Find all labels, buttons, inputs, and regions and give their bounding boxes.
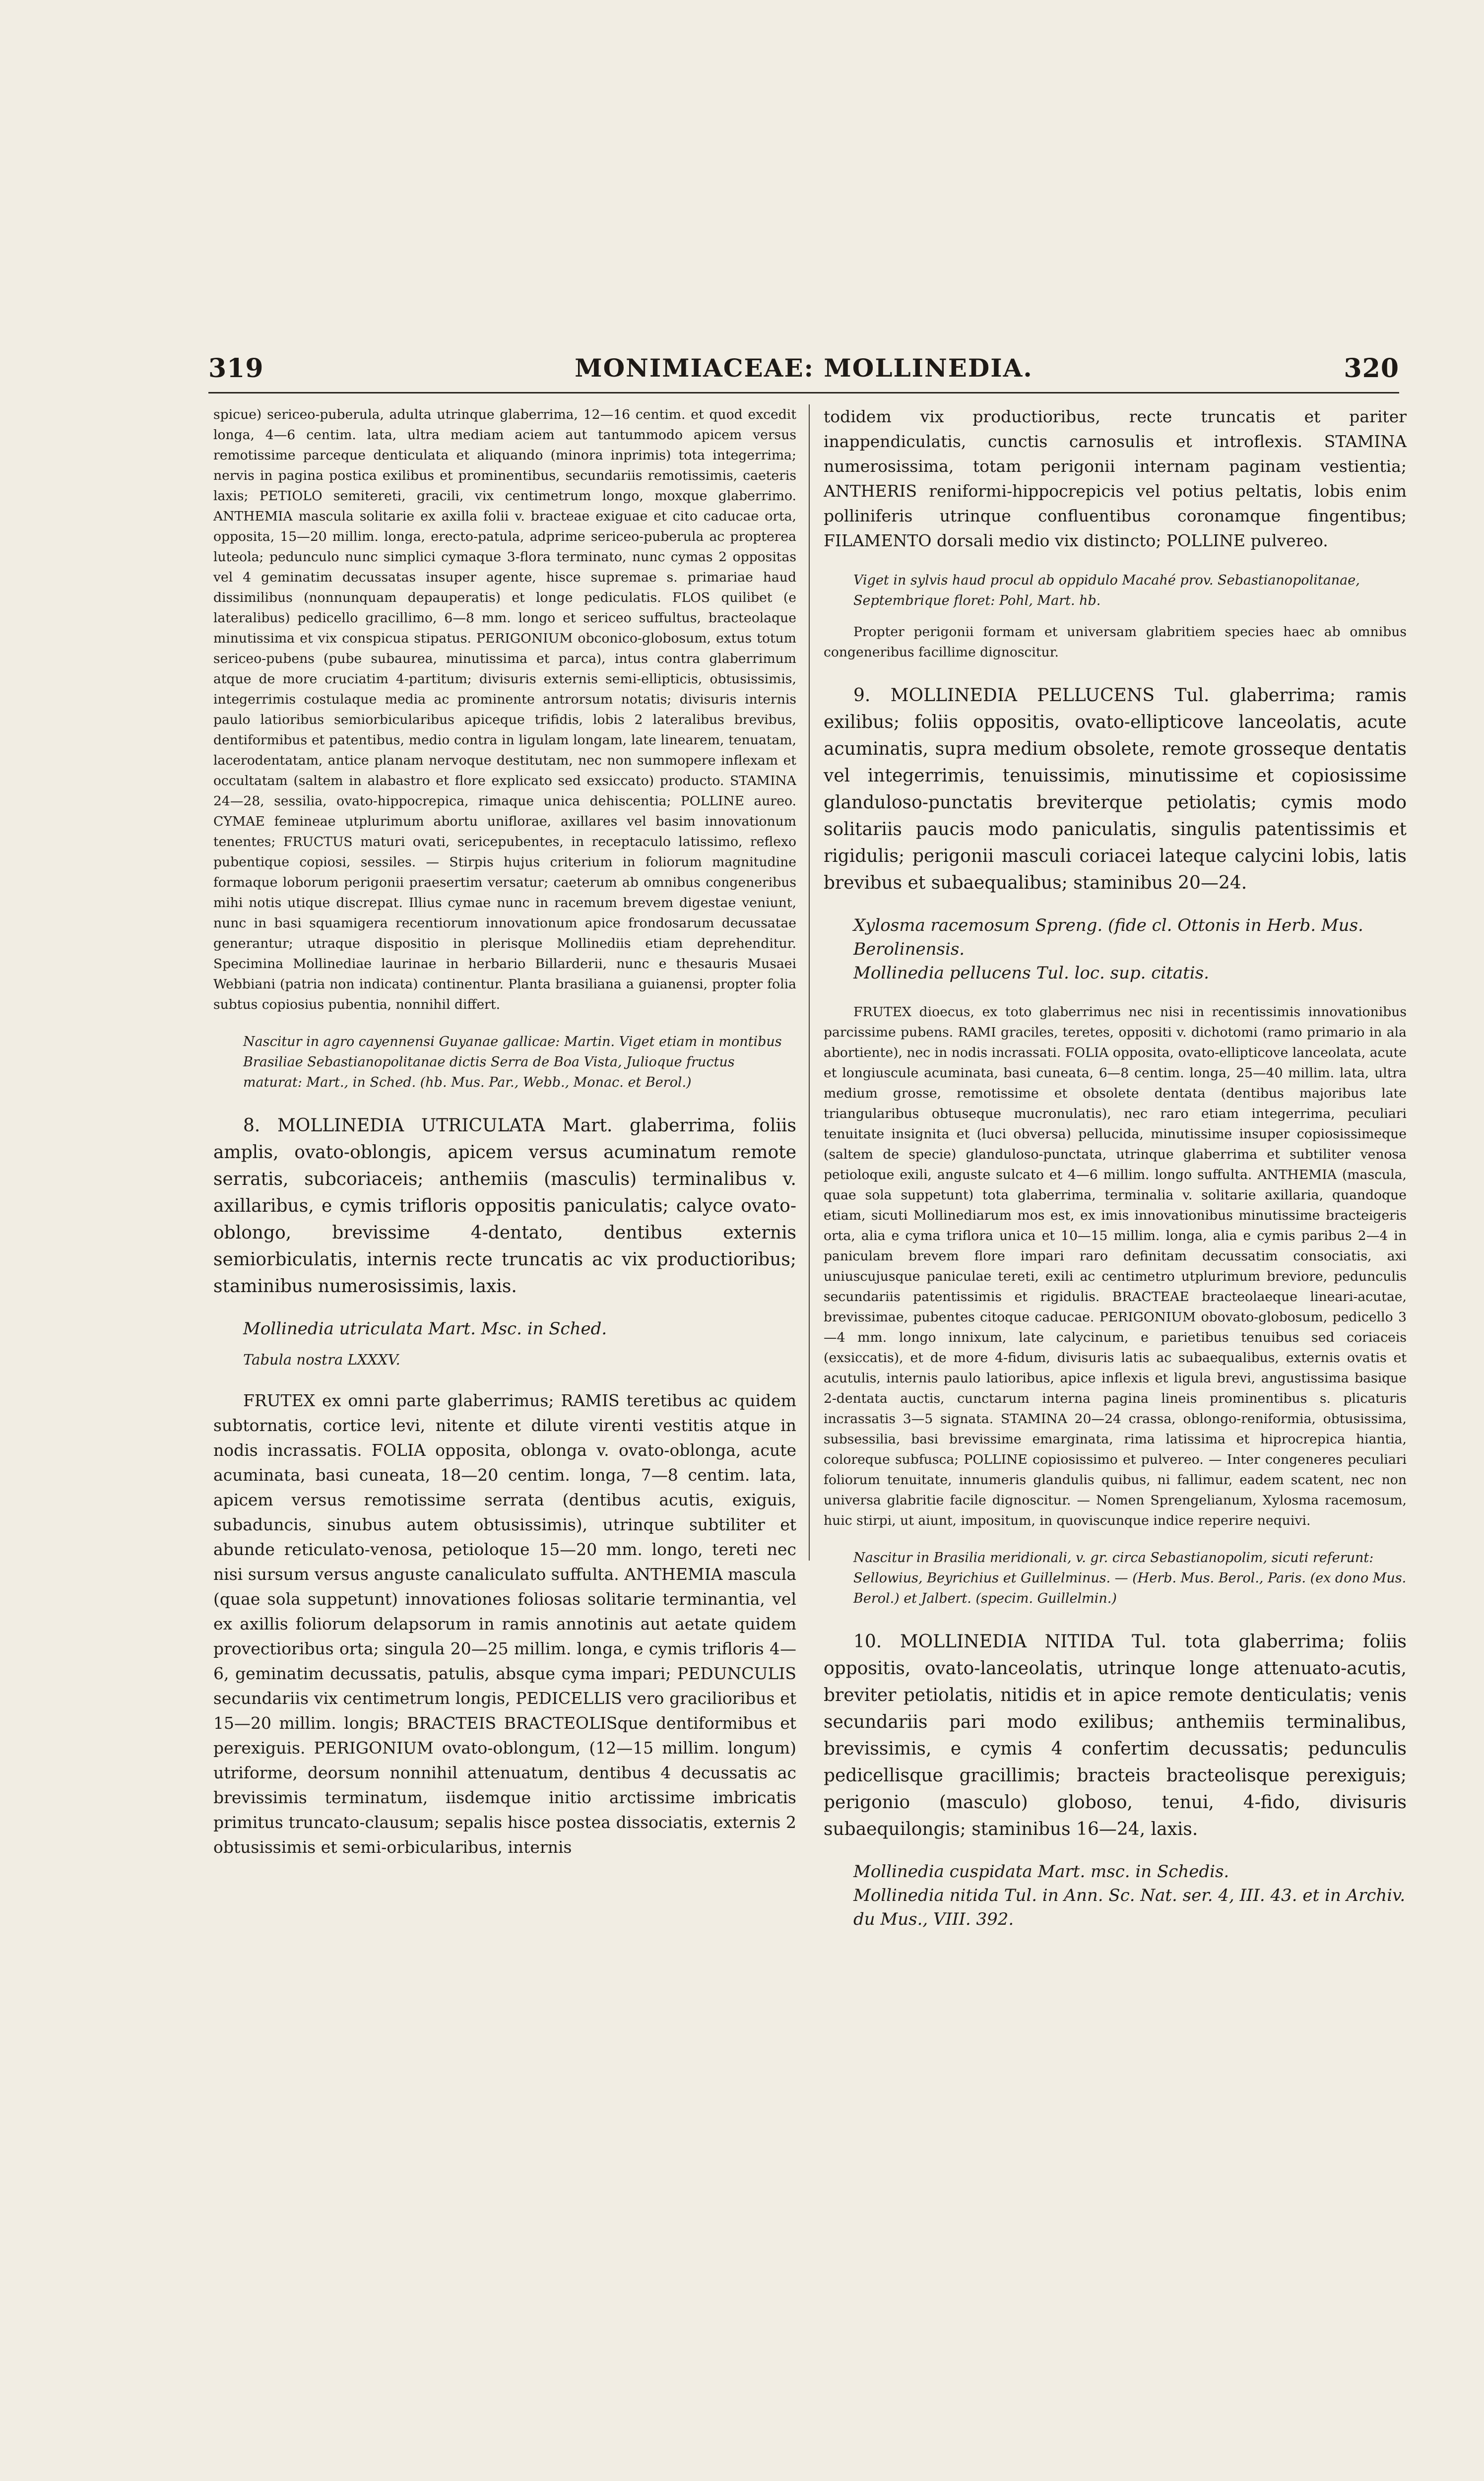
species-8-heading: 8. MOLLINEDIA UTRICULATA Mart. glaberrima, foliis amplis, ovato-oblongis, apicem versus acuminatum remote serratis, subcoriaceis; anthemiis (masculis) terminalibus v. axillaribus, e cymis trifloris oppositis paniculatis; calyce ovato-oblongo, brevissime 4-dentato, dentibus externis semiorbiculatis, internis recte truncatis ac vix productioribus; staminibus numerosissimis, laxis. [213,1115,796,1297]
species-9-synonym-pellucens: Mollinedia pellucens Tul. loc. sup. citatis. [853,963,1209,983]
page-header [208,353,1399,388]
species-8-note: Propter perigonii formam et universam glabritiem species haec ab omnibus congeneribus facillime dignoscitur. [824,624,1407,660]
column-divider [809,404,810,1561]
species-10-synonym-cuspidata: Mollinedia cuspidata Mart. msc. in Schedis. [853,1862,1229,1882]
species-9-synonym-xylosma: Xylosma racemosum Spreng. (fide cl. Ottonis in Herb. Mus. Berolinensis. [853,915,1363,959]
species-8-description: FRUTEX ex omni parte glaberrimus; RAMIS teretibus ac quidem subtornatis, cortice levi, nitente et dilute virenti vestitis atque in nodis incrassatis. FOLIA opposita, oblonga v. ovato-oblonga, acute acuminata, basi cuneata, 18—20 centim. longa, 7—8 centim. lata, apicem versus remotissime serrata (dentibus acutis, exiguis, subaduncis, sinubus autem obtusissimis), utrinque subtiliter et abunde reticulato-venosa, petioloque 15—20 mm. longo, tereti nec nisi sursum versus anguste canaliculato suffulta. ANTHEMIA mascula (quae sola suppetunt) innovationes foliosas solitarie terminantia, vel ex axillis foliorum delapsorum in ramis annotinis aut aetate quidem provectioribus orta; singula 20—25 millim. longa, e cymis trifloris 4—6, geminatim decussatis, patulis, absque cyma impari; PEDUNCULIS secundariis vix centimetrum longis, PEDICELLIS vero gracilioribus et 15—20 millim. longis; BRACTEIS BRACTEOLISque dentiformibus et perexiguis. PERIGONIUM ovato-oblongum, (12—15 millim. longum) utriforme, deorsum nonnihil attenuatum, dentibus 4 decussatis ac brevissimis terminatum, iisdemque initio arctissime imbricatis primitus truncato-clausum; sepalis hisce postea dissociatis, externis 2 obtusissimis et semi-orbicularibus, internis [213,1391,796,1857]
species-10-heading: 10. MOLLINEDIA NITIDA Tul. tota glaberrima; foliis oppositis, ovato-lanceolatis, utrinque longe attenuato-acutis, breviter petiolatis, nitidis et in apice remote denticulatis; venis secundariis pari modo exilibus; anthemiis terminalibus, brevissimis, e cymis 4 confertim decussatis; pedunculis pedicellisque gracillimis; bracteis bracteolisque perexiguis; perigonio (masculo) globoso, tenui, 4-fido, divisuris subaequilongis; staminibus 16—24, laxis. [824,1632,1407,1839]
species-8-synonym: Mollinedia utriculata Mart. Msc. in Sched. [243,1319,607,1339]
species-9-habitat: Nascitur in Brasilia meridionali, v. gr. circa Sebastianopolim, sicuti referunt: Sellowius, Beyrichius et Guillelminus. — (Herb. Mus. Berol., Paris. (ex dono Mus. Berol.) et Jalbert. (specim. Guillelmin.) [853,1550,1407,1606]
running-title: MONIMIACEAE: MOLLINEDIA. [575,353,1033,383]
species-8-tabula: Tabula nostra LXXXV. [243,1351,400,1368]
header-rule [208,392,1399,393]
page-number-right: 320 [1344,353,1399,384]
species-7-habitat: Nascitur in agro cayennensi Guyanae gallicae: Martin. Viget etiam in montibus Brasiliae Sebastianopolitanae dictis Serra de Boa Vista, Julioque fructus maturat: Mart., in Sched. (hb. Mus. Par., Webb., Monac. et Berol.) [243,1034,782,1090]
left-column [213,404,796,1860]
right-column [824,404,1407,1931]
species-10-synonym-nitida: Mollinedia nitida Tul. in Ann. Sc. Nat. ser. 4, III. 43. et in Archiv. du Mus., VIII. 392. [853,1886,1406,1929]
species-8-habitat: Viget in sylvis haud procul ab oppidulo Macahé prov. Sebastianopolitanae, Septembrique floret: Pohl, Mart. hb. [853,573,1360,608]
species-9-description: FRUTEX dioecus, ex toto glaberrimus nec nisi in recentissimis innovationibus parcissime pubens. RAMI graciles, teretes, oppositi v. dichotomi (ramo primario in ala abortiente), nec in nodis incrassati. FOLIA opposita, ovato-ellipticove lanceolata, acute et longiuscule acuminata, basi cuneata, 6—8 centim. longa, 25—40 millim. lata, ultra medium grosse, remotissime et obsolete dentata (dentibus majoribus late triangularibus obtuseque mucronulatis), nec raro etiam integerrima, peculiari tenuitate insignita et (luci obversa) pellucida, minutissime insuper copiosissimeque (saltem de specie) glanduloso-punctata, utrinque glaberrima et subtiliter venosa petioloque exili, anguste sulcato et 4—6 millim. longo suffulta. ANTHEMIA (mascula, quae sola suppetunt) tota glaberrima, terminalia v. solitarie axillaria, quandoque etiam, sicuti Mollinediarum mos est, ex imis innovationibus minutissime bracteigeris orta, alia e cyma triflora unica et 10—15 millim. longa, alia e cymis paribus 2—4 in paniculam brevem flore impari raro definitam decussatim consociatis, axi uniuscujusque paniculae tereti, exili ac centimetro utplurimum breviore, pedunculis secundariis patentissimis et rigidulis. BRACTEAE bracteolaeque lineari-acutae, brevissimae, pubentes citoque caducae. PERIGONIUM obovato-globosum, pedicello 3—4 mm. longo innixum, late calycinum, e parietibus tenuibus sed coriaceis (exsiccatis), et de more 4-fidum, divisuris latis ac subaequalibus, externis ovatis et acutulis, internis paulo latioribus, apice inflexis et ligula brevi, angustissima basique 2-dentata auctis, cunctarum interna pagina lineis prominentibus s. plicaturis incrassatis 3—5 signata. STAMINA 20—24 crassa, oblongo-reniformia, obtusissima, subsessilia, basi brevissime emarginata, rima latissima et hiprocrepica hiantia, coloreque subfusca; POLLINE copiosissimo et pulvereo. — Inter congeneres peculiari foliorum tenuitate, innumeris glandulis quibus, ni fallimur, eadem scatent, nec non universa glabritie facile dignoscitur. — Nomen Sprengelianum, Xylosma racemosum, huic stirpi, ut aiunt, impositum, in quoviscunque indice reperire nequivi. [824,1004,1407,1528]
species-8-continuation: todidem vix productioribus, recte truncatis et pariter inappendiculatis, cunctis carnosulis et introflexis. STAMINA numerosissima, totam perigonii internam paginam vestientia; ANTHERIS reniformi-hippocrepicis vel potius peltatis, lobis enim polliniferis utrinque confluentibus coronamque fingentibus; FILAMENTO dorsali medio vix distincto; POLLINE pulvereo. [824,407,1407,550]
page-number-left: 319 [208,353,264,384]
species-7-continuation: spicue) sericeo-puberula, adulta utrinque glaberrima, 12—16 centim. et quod excedit longa, 4—6 centim. lata, ultra mediam aciem aut tantummodo apicem versus remotissime parceque denticulata et aliquando (minora inprimis) tota integerrima; nervis in pagina postica exilibus et prominentibus, secundariis remotissimis, caeteris laxis; PETIOLO semitereti, gracili, vix centimetrum longo, moxque glaberrimo. ANTHEMIA mascula solitarie ex axilla folii v. bracteae exiguae et cito caducae orta, opposita, 15—20 millim. longa, erecto-patula, adprime sericeo-puberula ac propterea luteola; pedunculo nunc simplici cymaque 3-flora terminato, nunc cymas 2 oppositas vel 4 geminatim decussatas insuper agente, hisce supremae s. primariae haud dissimilibus (nonnunquam depauperatis) et longe pediculatis. FLOS quilibet (e lateralibus) pedicello gracillimo, 6—8 mm. longo et sericeo suffultus, bracteolaque minutissima et vix conspicua stipatus. PERIGONIUM obconico-globosum, extus totum sericeo-pubens (pube subaurea, minutissima et parca), intus contra glaberrimum atque de more cruciatim 4-partitum; divisuris externis semi-ellipticis, obtusissimis, integerrimis costulaque media ac prominente antrorsum notatis; divisuris internis paulo latioribus semiorbicularibus apiceque trifidis, lobis 2 lateralibus brevibus, dentiformibus et patentibus, medio contra in ligulam longam, late linearem, tenuatam, lacerodentatam, antice planam nervoque destitutam, nec non summopere inflexam et occultatam (saltem in alabastro et flore explicato sed exsiccato) producto. STAMINA 24—28, sessilia, ovato-hippocrepica, rimaque unica dehiscentia; POLLINE aureo. CYMAE femineae utplurimum abortu uniflorae, axillares vel basim innovationum tenentes; FRUCTUS maturi ovati, sericepubentes, in receptaculo latissimo, reflexo pubentique copiosi, sessiles. — Stirpis hujus criterium in foliorum magnitudine formaque loborum perigonii praesertim versatur; caeterum ab omnibus congeneribus mihi notis utique discrepat. Illius cymae nunc in racemum brevem digestae veniunt, nunc in basi squamigera recentiorum innovationum apice frondosarum decussatae generantur; utraque dispositio in plerisque Mollinediis etiam deprehenditur. Specimina Mollinediae laurinae in herbario Billarderii, nunc e thesauris Musaei Webbiani (patria non indicata) continentur. Planta brasiliana a guianensi, propter folia subtus copiosius pubentia, nonnihil differt. [213,407,796,1012]
species-9-heading: 9. MOLLINEDIA PELLUCENS Tul. glaberrima; ramis exilibus; foliis oppositis, ovato-ellipticove lanceolatis, acute acuminatis, supra medium obsolete, remote grosseque dentatis vel integerrimis, tenuissimis, minutissime et copiosissime glanduloso-punctatis breviterque petiolatis; cymis modo solitariis paucis modo paniculatis, singulis patentissimis et rigidulis; perigonii masculi coriacei lateque calycini lobis, latis brevibus et subaequalibus; staminibus 20—24. [824,685,1407,893]
